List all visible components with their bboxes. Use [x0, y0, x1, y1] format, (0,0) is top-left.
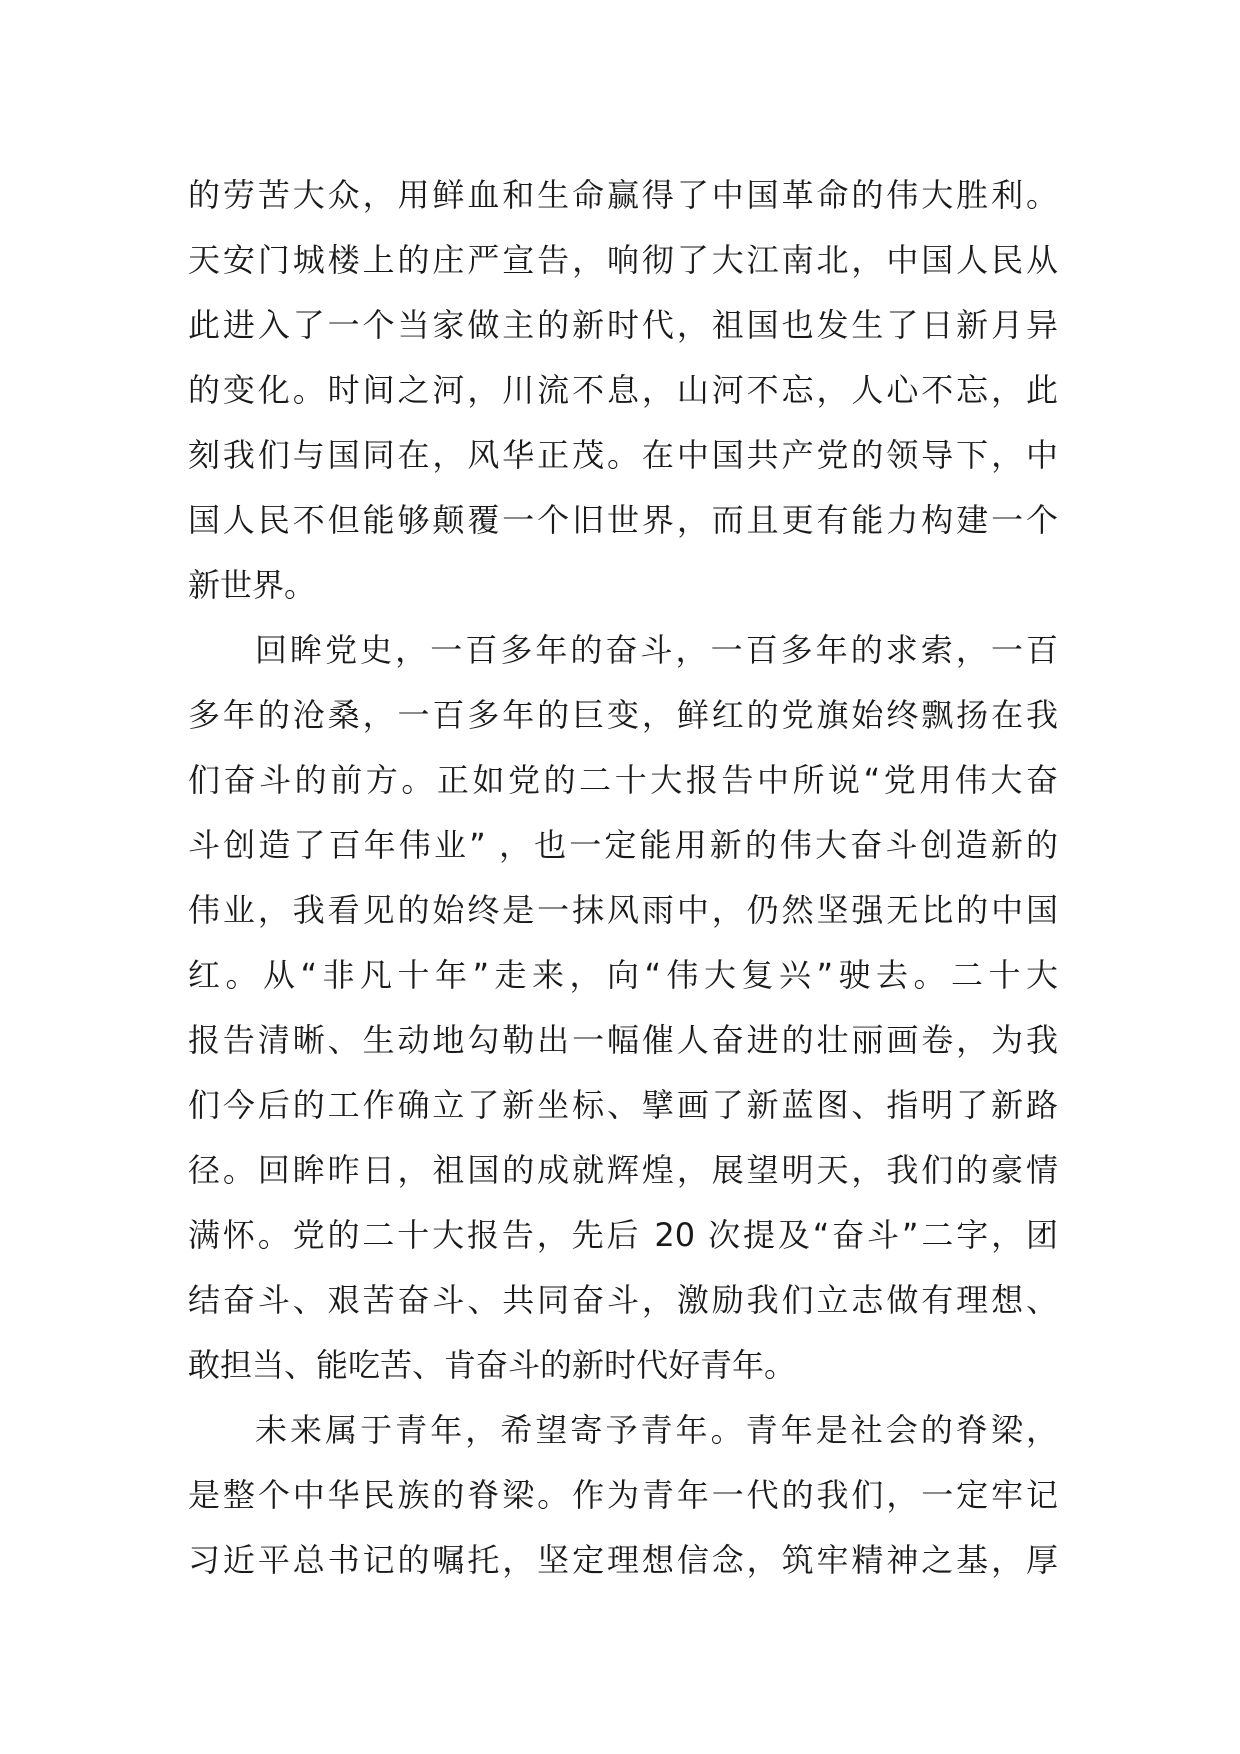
text-line: 的变化。时间之河，川流不息，山河不忘，人心不忘，此 [188, 371, 1058, 409]
text-line: 伟业，我看见的始终是一抹风雨中，仍然坚强无比的中国 [188, 891, 1058, 929]
text-line: 们今后的工作确立了新坐标、擘画了新蓝图、指明了新路 [188, 1086, 1058, 1124]
text-line: 敢担当、能吃苦、肯奋斗的新时代好青年。 [188, 1346, 797, 1384]
text-line: 多年的沧桑，一百多年的巨变，鲜红的党旗始终飘扬在我 [188, 696, 1058, 734]
text-line: 新世界。 [188, 566, 317, 604]
text-line: 径。回眸昨日，祖国的成就辉煌，展望明天，我们的豪情 [188, 1151, 1058, 1189]
text-line: 的劳苦大众，用鲜血和生命赢得了中国革命的伟大胜利。 [188, 176, 1058, 214]
text-line: 此进入了一个当家做主的新时代，祖国也发生了日新月异 [188, 306, 1058, 344]
text-line: 刻我们与国同在，风华正茂。在中国共产党的领导下，中 [188, 436, 1058, 474]
text-line: 习近平总书记的嘱托，坚定理想信念，筑牢精神之基，厚 [188, 1541, 1058, 1579]
text-line: 回眸党史，一百多年的奋斗，一百多年的求索，一百 [255, 631, 1058, 669]
text-line: 未来属于青年，希望寄予青年。青年是社会的脊梁， [255, 1411, 1058, 1449]
text-line: 满怀。党的二十大报告，先后 20 次提及“奋斗”二字，团 [188, 1216, 1058, 1254]
text-line: 是整个中华民族的脊梁。作为青年一代的我们，一定牢记 [188, 1476, 1058, 1514]
text-line: 们奋斗的前方。正如党的二十大报告中所说“党用伟大奋 [188, 761, 1058, 799]
text-line: 斗创造了百年伟业” ，也一定能用新的伟大奋斗创造新的 [188, 826, 1058, 864]
text-line: 报告清晰、生动地勾勒出一幅催人奋进的壮丽画卷，为我 [188, 1021, 1058, 1059]
body-text [188, 163, 1058, 1593]
text-line: 结奋斗、艰苦奋斗、共同奋斗，激励我们立志做有理想、 [188, 1281, 1058, 1319]
text-line: 天安门城楼上的庄严宣告，响彻了大江南北，中国人民从 [188, 241, 1058, 279]
text-line: 国人民不但能够颠覆一个旧世界，而且更有能力构建一个 [188, 501, 1058, 539]
text-line: 红。从“非凡十年”走来，向“伟大复兴”驶去。二十大 [188, 956, 1058, 994]
